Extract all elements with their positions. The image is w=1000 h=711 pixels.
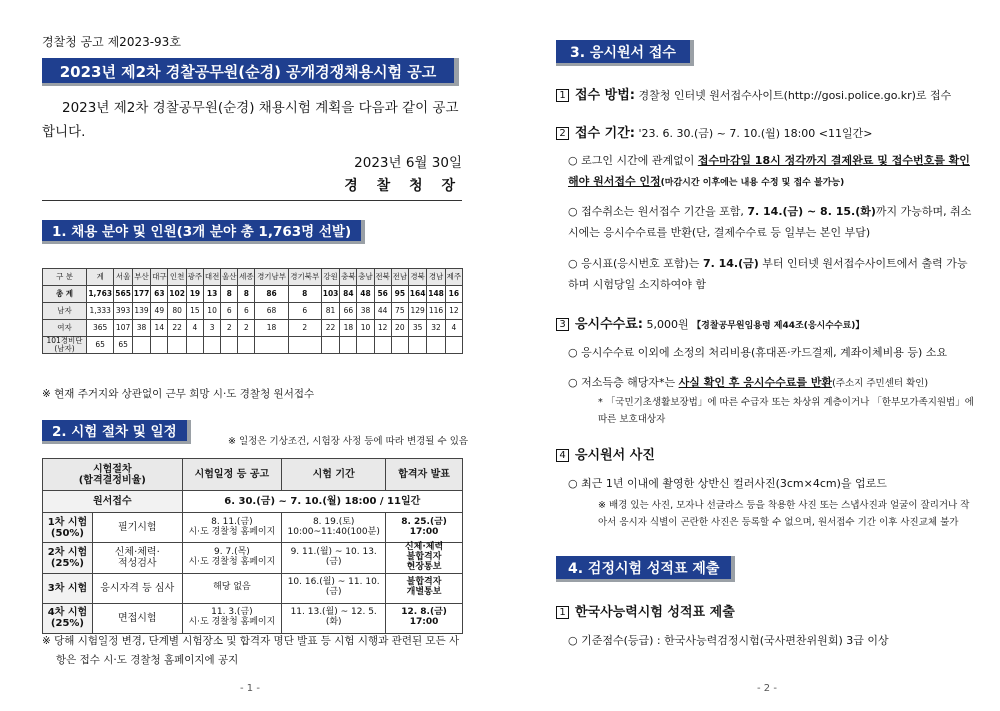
table-cell: 6 xyxy=(221,303,238,320)
column-header: 충북 xyxy=(340,269,357,286)
table-cell: 20 xyxy=(391,320,408,337)
reception-period: 6. 30.(금) ~ 7. 10.(월) 18:00 / 11일간 xyxy=(182,491,462,513)
text: (마감시간 이후에는 내용 수정 및 접수 불가능) xyxy=(660,178,845,188)
table-cell: 95 xyxy=(391,286,408,303)
column-header: 대전 xyxy=(204,269,221,286)
column-header: 경북 xyxy=(408,269,426,286)
schedule-stage: 3차 시험 xyxy=(43,573,93,603)
text: 부터 인터넷 원서접수사이트에서 출력 가능하며 시험당일 소지하여야 함 xyxy=(568,257,968,291)
row-label: 총 계 xyxy=(43,286,87,303)
table-cell: 365 xyxy=(87,320,114,337)
period-label: 접수 기간: xyxy=(575,126,635,141)
table-cell: 86 xyxy=(255,286,288,303)
reception-method xyxy=(556,84,951,103)
section-4-title: 4. 검정시험 성적표 제출 xyxy=(556,556,735,582)
table-cell xyxy=(408,337,426,354)
column-header: 경기북부 xyxy=(288,269,321,286)
table-cell: 10 xyxy=(357,320,374,337)
schedule-notice: 8. 11.(금) 시·도 경찰청 홈페이지 xyxy=(182,513,282,543)
intro-text: 2023년 제2차 경찰공무원(순경) 채용시험 계획을 다음과 같이 공고합니다. xyxy=(42,100,459,140)
header-result: 합격자 발표 xyxy=(386,459,463,491)
fee-text: 5,000원 xyxy=(646,318,689,331)
table-cell xyxy=(186,337,203,354)
text: ○ 응시표(응시번호 포함)는 xyxy=(568,257,703,270)
table-cell: 18 xyxy=(255,320,288,337)
schedule-result: 신체·체력 불합격자 현장통보 xyxy=(386,543,463,574)
section-2-title: 2. 시험 절차 및 일정 xyxy=(42,420,191,444)
emphasis: 7. 14.(금) xyxy=(702,257,759,270)
emphasis: 7. 14.(금) ~ 8. 15.(화) xyxy=(747,205,876,218)
page-title: 2023년 제2차 경찰공무원(순경) 공개경쟁채용시험 공고 xyxy=(42,58,459,86)
column-header: 서울 xyxy=(114,269,132,286)
header-notice: 시험일정 등 공고 xyxy=(182,459,282,491)
row-label: 여자 xyxy=(43,320,87,337)
table-cell: 2 xyxy=(238,320,255,337)
column-header: 강원 xyxy=(321,269,339,286)
page-number: - 1 - xyxy=(240,683,260,694)
column-header: 광주 xyxy=(186,269,203,286)
table-cell xyxy=(391,337,408,354)
table-cell: 81 xyxy=(321,303,339,320)
table-cell: 2 xyxy=(221,320,238,337)
table-cell: 393 xyxy=(114,303,132,320)
item-number: 2 xyxy=(556,127,569,140)
table-row xyxy=(43,513,463,543)
table-cell: 18 xyxy=(340,320,357,337)
fee-reference: 【경찰공무원임용령 제44조(응시수수료)】 xyxy=(692,321,865,331)
table-cell: 68 xyxy=(255,303,288,320)
text: ○ 저소득층 해당자*는 xyxy=(568,376,679,389)
table-cell: 107 xyxy=(114,320,132,337)
table-row xyxy=(43,320,463,337)
table-cell: 48 xyxy=(357,286,374,303)
column-header: 울산 xyxy=(221,269,238,286)
column-header: 부산 xyxy=(132,269,150,286)
table-row xyxy=(43,303,463,320)
section-3-title: 3. 응시원서 접수 xyxy=(556,40,694,66)
table-cell: 565 xyxy=(114,286,132,303)
table-cell: 15 xyxy=(186,303,203,320)
column-header: 대구 xyxy=(151,269,168,286)
table-row xyxy=(43,286,463,303)
table-cell: 4 xyxy=(445,320,462,337)
header-stage: 시험절차 (합격결정비율) xyxy=(43,459,183,491)
history-exam-submission xyxy=(556,601,735,620)
table-cell xyxy=(168,337,186,354)
divider xyxy=(42,200,462,201)
table-cell: 66 xyxy=(340,303,357,320)
recruitment-table xyxy=(42,268,463,354)
table-header-row xyxy=(43,269,463,286)
table-cell: 65 xyxy=(87,337,114,354)
text: 까지 가능하며, 취소 시에는 응시수수료를 반환(단, 결제수수료 등 일부는 본인 부담) xyxy=(568,205,972,239)
table-cell: 22 xyxy=(321,320,339,337)
table-cell: 63 xyxy=(151,286,168,303)
table-cell xyxy=(288,337,321,354)
table-row xyxy=(43,337,463,354)
table-row xyxy=(43,573,463,603)
exam-fee xyxy=(556,313,864,332)
table-cell xyxy=(445,337,462,354)
table-cell xyxy=(151,337,168,354)
column-header: 계 xyxy=(87,269,114,286)
schedule-period: 10. 16.(월) ~ 11. 10.(금) xyxy=(282,573,386,603)
table-cell: 6 xyxy=(288,303,321,320)
bullet-admission-ticket xyxy=(568,253,978,295)
fee-label: 응시수수료: xyxy=(575,317,643,332)
photo-requirement xyxy=(556,444,655,463)
recruitment-note: ※ 현재 주거지와 상관없이 근무 희망 시·도 경찰청 원서접수 xyxy=(42,388,315,400)
bullet-photo: ○ 최근 1년 이내에 촬영한 상반신 컬러사진(3cm×4cm)을 업로드 xyxy=(568,477,887,490)
column-header: 세종 xyxy=(238,269,255,286)
row-label: 남자 xyxy=(43,303,87,320)
schedule-notice: 9. 7.(목) 시·도 경찰청 홈페이지 xyxy=(182,543,282,574)
column-header: 경기남부 xyxy=(255,269,288,286)
table-cell: 32 xyxy=(427,320,445,337)
table-cell: 164 xyxy=(408,286,426,303)
method-text: 경찰청 인터넷 원서접수사이트(http://gosi.police.go.kr)로 접수 xyxy=(638,89,952,102)
table-cell: 38 xyxy=(357,303,374,320)
table-row xyxy=(43,543,463,574)
table-cell: 84 xyxy=(340,286,357,303)
schedule-stage: 1차 시험 (50%) xyxy=(43,513,93,543)
table-cell: 75 xyxy=(391,303,408,320)
table-cell: 14 xyxy=(151,320,168,337)
reception-period xyxy=(556,122,872,141)
table-cell: 49 xyxy=(151,303,168,320)
table-cell: 3 xyxy=(204,320,221,337)
table-cell: 1,333 xyxy=(87,303,114,320)
table-cell xyxy=(221,337,238,354)
table-cell: 10 xyxy=(204,303,221,320)
row-label: 101경비단(남자) xyxy=(43,337,87,354)
schedule-result: 12. 8.(금) 17:00 xyxy=(386,603,463,633)
table-cell: 102 xyxy=(168,286,186,303)
table-cell: 129 xyxy=(408,303,426,320)
method-label: 접수 방법: xyxy=(575,88,635,103)
table-cell: 80 xyxy=(168,303,186,320)
table-cell xyxy=(357,337,374,354)
low-income-footnote: * 「국민기초생활보장법」에 따른 수급자 또는 차상위 계층이거나 「한부모가족지원법」에 따른 보호대상자 xyxy=(598,397,974,425)
schedule-result: 8. 25.(금) 17:00 xyxy=(386,513,463,543)
section-1-title: 1. 채용 분야 및 인원(3개 분야 총 1,763명 선발) xyxy=(42,220,365,244)
schedule-notice: 11. 3.(금) 시·도 경찰청 홈페이지 xyxy=(182,603,282,633)
schedule-period: 11. 13.(월) ~ 12. 5.(화) xyxy=(282,603,386,633)
table-cell: 6 xyxy=(238,303,255,320)
table-cell: 2 xyxy=(288,320,321,337)
table-cell xyxy=(374,337,391,354)
table-cell: 8 xyxy=(288,286,321,303)
column-header: 경남 xyxy=(427,269,445,286)
table-cell xyxy=(321,337,339,354)
column-header: 전북 xyxy=(374,269,391,286)
item-number: 3 xyxy=(556,318,569,331)
issuing-agency: 경 찰 청 장 xyxy=(344,178,462,194)
table-cell: 35 xyxy=(408,320,426,337)
table-cell: 19 xyxy=(186,286,203,303)
table-cell xyxy=(340,337,357,354)
announcement-date: 2023년 6월 30일 xyxy=(354,155,462,171)
table-cell xyxy=(132,337,150,354)
schedule-notice: 해당 없음 xyxy=(182,573,282,603)
item-number: 1 xyxy=(556,89,569,102)
schedule-name: 면접시험 xyxy=(92,603,182,633)
bullet-low-income xyxy=(568,372,978,394)
column-header: 인천 xyxy=(168,269,186,286)
table-cell: 4 xyxy=(186,320,203,337)
emphasis: 사실 확인 후 응시수수료를 반환 xyxy=(678,376,833,389)
column-header: 제주 xyxy=(445,269,462,286)
text: (주소지 주민센터 확인) xyxy=(832,378,929,389)
table-cell xyxy=(204,337,221,354)
table-cell xyxy=(427,337,445,354)
schedule-name: 신체·체력· 적성검사 xyxy=(92,543,182,574)
announcement-number: 경찰청 공고 제2023-93호 xyxy=(42,35,181,49)
schedule-footnote: ※ 당해 시험일정 변경, 단계별 시험장소 및 합격자 명단 발표 등 시험 시행과 관련된 모든 사항은 접수 시·도 경찰청 홈페이지에 공지 xyxy=(42,635,460,666)
item-number: 1 xyxy=(556,606,569,619)
schedule-period: 9. 11.(월) ~ 10. 13.(금) xyxy=(282,543,386,574)
column-header: 구 분 xyxy=(43,269,87,286)
table-cell: 12 xyxy=(374,320,391,337)
emphasis: 접수마감일 18시 정각까지 결제완료 및 접수번호를 확인해야 원서접수 인정 xyxy=(568,154,970,188)
bullet-history-grade: ○ 기준점수(등급) : 한국사능력검정시험(국사편찬위원회) 3급 이상 xyxy=(568,634,889,647)
photo-footnote: ※ 배경 있는 사진, 모자나 선글라스 등을 착용한 사진 또는 스냅사진과 얼굴이 잘리거나 작아서 응시자 식별이 곤란한 사진은 등록할 수 없으며, 원서접수 기간 이후 사진교체 불가 xyxy=(598,500,970,528)
table-cell: 139 xyxy=(132,303,150,320)
table-cell: 44 xyxy=(374,303,391,320)
schedule-name: 응시자격 등 심사 xyxy=(92,573,182,603)
schedule-stage: 4차 시험 (25%) xyxy=(43,603,93,633)
header-period: 시험 기간 xyxy=(282,459,386,491)
schedule-period: 8. 19.(토) 10:00~11:40(100분) xyxy=(282,513,386,543)
table-cell: 16 xyxy=(445,286,462,303)
photo-label: 응시원서 사진 xyxy=(575,448,655,463)
text: ○ 로그인 시간에 관계없이 xyxy=(568,154,698,167)
bullet-login xyxy=(568,150,978,194)
table-cell: 56 xyxy=(374,286,391,303)
schedule-result: 불합격자 개별통보 xyxy=(386,573,463,603)
table-row xyxy=(43,603,463,633)
table-cell: 8 xyxy=(238,286,255,303)
page-number: - 2 - xyxy=(757,683,777,694)
schedule-stage: 2차 시험 (25%) xyxy=(43,543,93,574)
table-cell: 103 xyxy=(321,286,339,303)
table-cell: 1,763 xyxy=(87,286,114,303)
table-cell xyxy=(238,337,255,354)
table-cell: 38 xyxy=(132,320,150,337)
table-cell: 177 xyxy=(132,286,150,303)
schedule-name: 필기시험 xyxy=(92,513,182,543)
bullet-cancel xyxy=(568,201,978,243)
reception-label: 원서접수 xyxy=(43,491,183,513)
history-exam-label: 한국사능력시험 성적표 제출 xyxy=(575,605,735,620)
table-cell: 12 xyxy=(445,303,462,320)
table-cell: 65 xyxy=(114,337,132,354)
table-cell: 148 xyxy=(427,286,445,303)
table-cell: 13 xyxy=(204,286,221,303)
table-cell: 22 xyxy=(168,320,186,337)
text: ○ 접수취소는 원서접수 기간을 포함, xyxy=(568,205,748,218)
schedule-note: ※ 일정은 기상조건, 시험장 사정 등에 따라 변경될 수 있음 xyxy=(228,436,469,447)
period-text: '23. 6. 30.(금) ~ 7. 10.(월) 18:00 <11일간> xyxy=(638,127,873,140)
schedule-table xyxy=(42,458,463,634)
table-cell: 8 xyxy=(221,286,238,303)
column-header: 충남 xyxy=(357,269,374,286)
table-cell xyxy=(255,337,288,354)
item-number: 4 xyxy=(556,449,569,462)
table-cell: 116 xyxy=(427,303,445,320)
bullet-processing-cost: ○ 응시수수료 이외에 소정의 처리비용(휴대폰·카드결제, 계좌이체비용 등) 소요 xyxy=(568,346,948,359)
column-header: 전남 xyxy=(391,269,408,286)
